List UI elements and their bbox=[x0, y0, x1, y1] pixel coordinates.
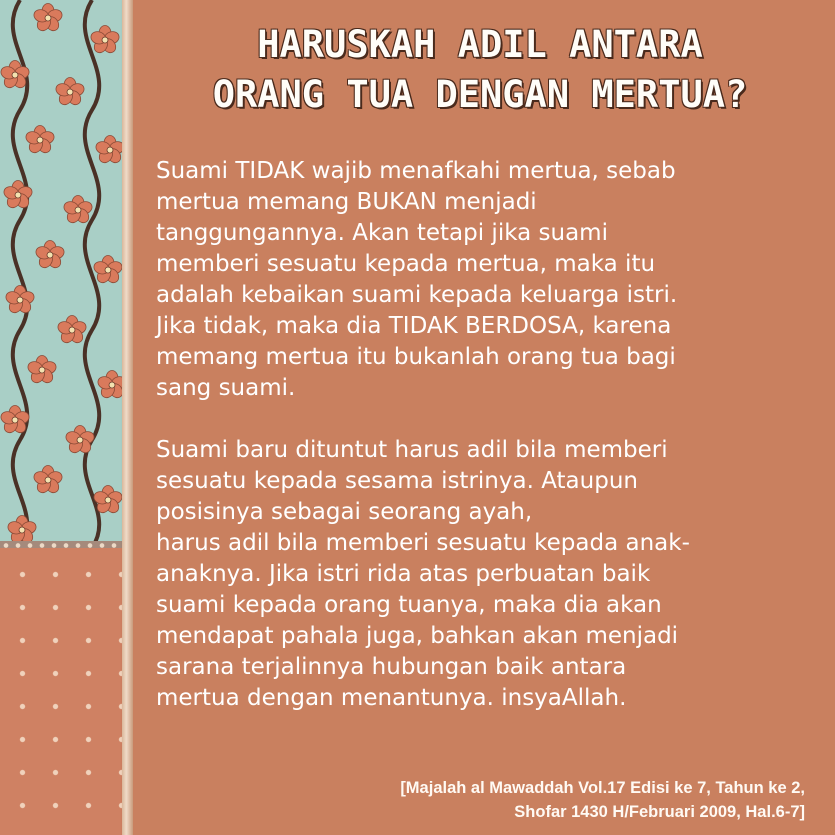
flower-icon bbox=[4, 286, 35, 316]
article-body bbox=[156, 156, 828, 714]
decorative-side-panel bbox=[0, 0, 133, 835]
flower-icon bbox=[26, 356, 57, 386]
source-citation: [Majalah al Mawaddah Vol.17 Edisi ke 7, Tahun ke 2, Shofar 1430 H/Februari 2009, Hal.6-7] bbox=[400, 779, 805, 821]
title-line-2: ORANG TUA DENGAN MERTUA? bbox=[212, 73, 748, 116]
flower-icon bbox=[32, 4, 63, 34]
flower-icon bbox=[89, 26, 120, 56]
flower-icon bbox=[94, 136, 125, 166]
vine-stem bbox=[85, 0, 99, 548]
flower-icon bbox=[2, 181, 33, 211]
ribbon-border bbox=[122, 0, 133, 835]
flower-icon bbox=[34, 241, 65, 271]
floral-vine-illustration bbox=[0, 0, 133, 548]
polka-dot-pattern bbox=[0, 548, 133, 835]
flower-icon bbox=[24, 126, 55, 156]
floral-pattern bbox=[0, 0, 133, 548]
flower-icon bbox=[56, 316, 87, 346]
flower-icon bbox=[92, 256, 123, 286]
paragraph-1: Suami TIDAK wajib menafkahi mertua, sebab mertua memang BUKAN menjadi tanggungannya. Akan tetapi jika suami memberi sesuatu kepada mertua, maka itu adalah kebaikan suami kepada keluarga istri. Jika tidak, maka dia TIDAK BERDOSA, karena memang mertua itu bukanlah orang tua bagi sang suami. bbox=[156, 158, 678, 401]
paragraph-2: Suami baru dituntut harus adil bila memberi sesuatu kepada sesama istrinya. Ataupun posisinya sebagai seorang ayah, harus adil bila memberi sesuatu kepada anak- anaknya. Jika istri rida atas perbuatan baik suami kepada orang tuanya, maka dia akan mendapat pahala juga, bahkan akan menjadi sarana terjalinnya hubungan baik antara mertua dengan menantunya. insyaAllah. bbox=[156, 437, 690, 711]
flower-icon bbox=[54, 78, 85, 108]
flower-icon bbox=[64, 426, 95, 456]
flower-icon bbox=[62, 196, 93, 226]
flower-icon bbox=[32, 466, 63, 496]
page-title bbox=[150, 20, 810, 120]
title-line-1: HARUSKAH ADIL ANTARA bbox=[257, 23, 703, 66]
